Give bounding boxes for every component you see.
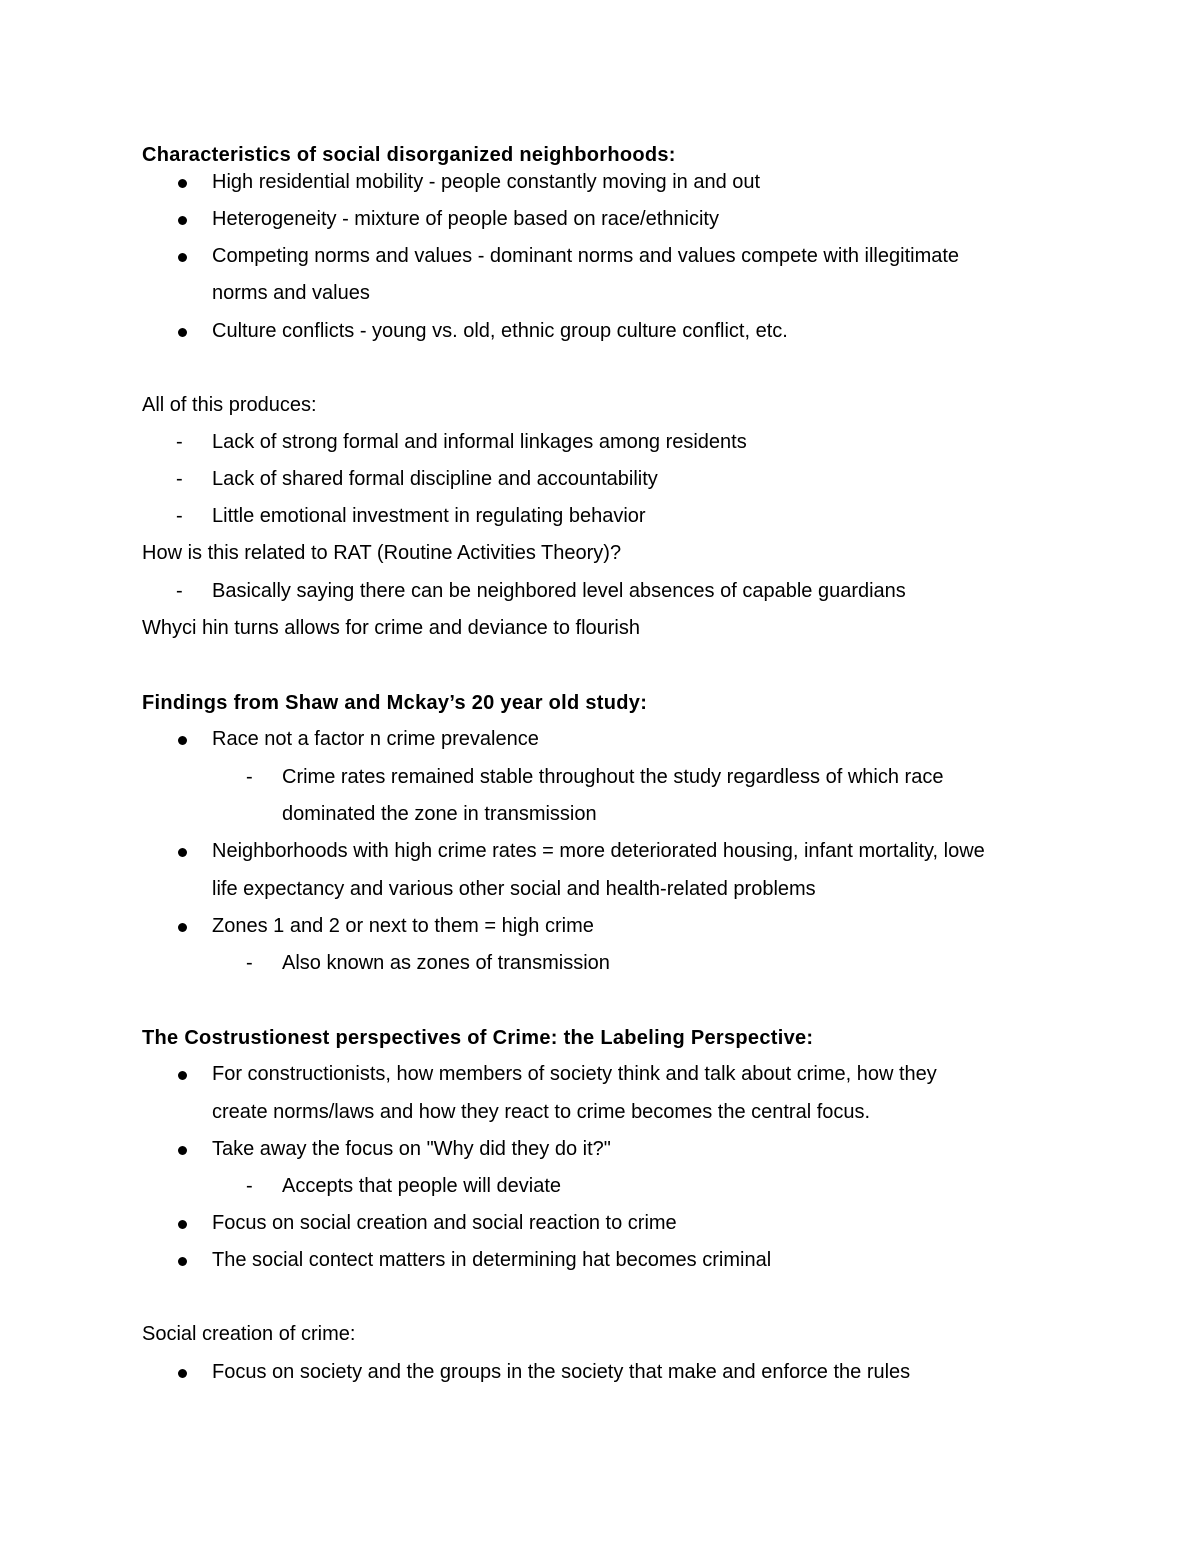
bullet-icon (178, 1071, 187, 1080)
dash-marker: - (176, 580, 183, 602)
bullet-icon (178, 179, 187, 188)
dash-marker: - (246, 766, 253, 788)
paragraph: Whyci hin turns allows for crime and deviance to flourish (142, 617, 640, 639)
sub-list-item: Accepts that people will deviate (282, 1175, 562, 1197)
section-heading: The Costrustionest perspectives of Crime: the Labeling Perspective: (142, 1027, 814, 1049)
list-item-continuation: norms and values (212, 282, 370, 304)
list-item: Focus on social creation and social reaction to crime (212, 1212, 677, 1234)
bullet-icon (178, 736, 187, 745)
dash-marker: - (176, 468, 183, 490)
list-item: Race not a factor n crime prevalence (212, 728, 539, 750)
list-item: Heterogeneity - mixture of people based on race/ethnicity (212, 208, 719, 230)
list-item: Little emotional investment in regulating behavior (212, 505, 646, 527)
list-item-continuation: life expectancy and various other social and health-related problems (212, 878, 816, 900)
list-item-continuation: create norms/laws and how they react to crime becomes the central focus. (212, 1101, 871, 1123)
bullet-icon (178, 1220, 187, 1229)
dash-marker: - (176, 505, 183, 527)
bullet-icon (178, 253, 187, 262)
paragraph: How is this related to RAT (Routine Activities Theory)? (142, 542, 622, 564)
list-item: Take away the focus on "Why did they do it?" (212, 1138, 611, 1160)
dash-marker: - (246, 1175, 253, 1197)
list-item: Zones 1 and 2 or next to them = high crime (212, 915, 594, 937)
list-item: Competing norms and values - dominant norms and values compete with illegitimate (212, 245, 960, 267)
bullet-icon (178, 328, 187, 337)
bullet-icon (178, 923, 187, 932)
list-item: For constructionists, how members of society think and talk about crime, how they (212, 1063, 937, 1085)
list-item: The social contect matters in determining hat becomes criminal (212, 1249, 772, 1271)
section-heading: Characteristics of social disorganized neighborhoods: (142, 144, 676, 166)
sub-list-item-continuation: dominated the zone in transmission (282, 803, 597, 825)
bullet-icon (178, 848, 187, 857)
bullet-icon (178, 1146, 187, 1155)
bullet-icon (178, 1257, 187, 1266)
list-item: Culture conflicts - young vs. old, ethnic group culture conflict, etc. (212, 320, 788, 342)
dash-marker: - (246, 952, 253, 974)
list-item: Lack of shared formal discipline and accountability (212, 468, 658, 490)
list-item: High residential mobility - people constantly moving in and out (212, 171, 761, 193)
paragraph: Social creation of crime: (142, 1323, 356, 1345)
sub-list-item: Also known as zones of transmission (282, 952, 610, 974)
sub-list-item: Crime rates remained stable throughout the study regardless of which race (282, 766, 944, 788)
bullet-icon (178, 216, 187, 225)
list-item: Lack of strong formal and informal linkages among residents (212, 431, 747, 453)
dash-marker: - (176, 431, 183, 453)
paragraph: All of this produces: (142, 394, 317, 416)
list-item: Focus on society and the groups in the society that make and enforce the rules (212, 1361, 911, 1383)
list-item: Basically saying there can be neighbored level absences of capable guardians (212, 580, 906, 602)
bullet-icon (178, 1369, 187, 1378)
list-item: Neighborhoods with high crime rates = more deteriorated housing, infant mortality, lowe (212, 840, 985, 862)
section-heading: Findings from Shaw and Mckay’s 20 year old study: (142, 692, 648, 714)
